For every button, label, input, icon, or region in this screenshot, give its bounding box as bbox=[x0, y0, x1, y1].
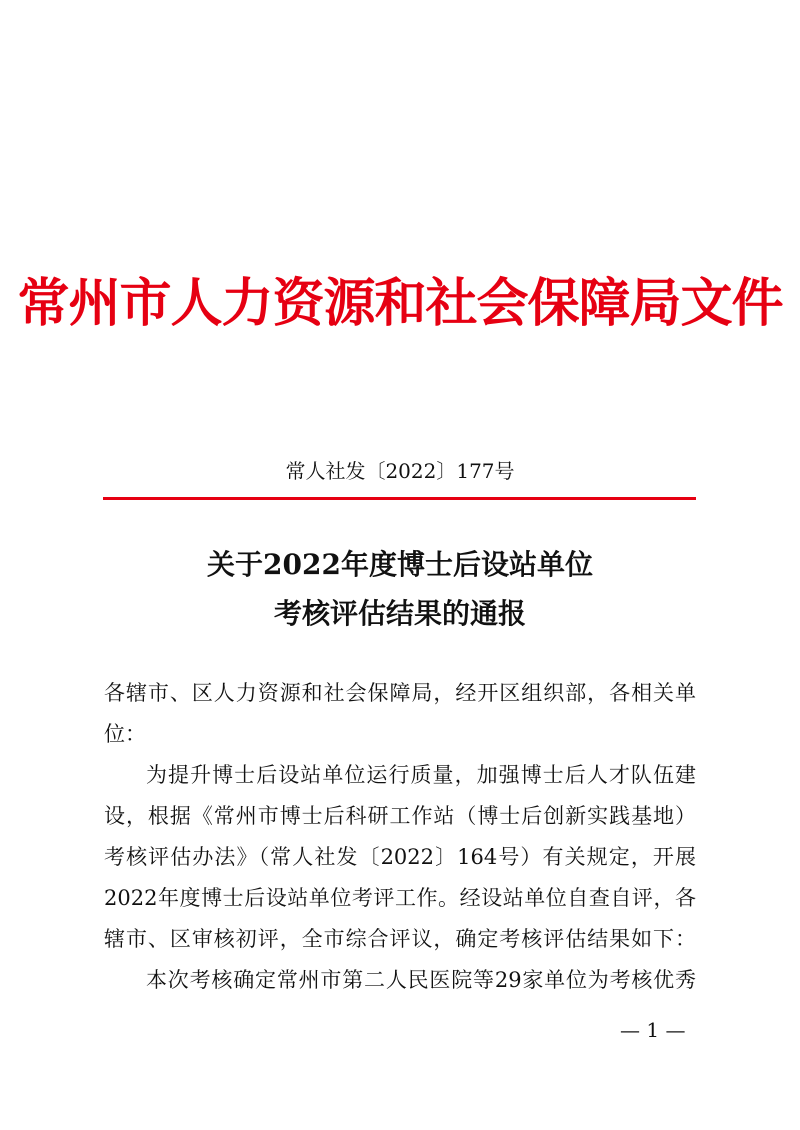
document-title-line-1: 关于2022年度博士后设站单位 bbox=[207, 548, 593, 581]
paragraph-1-line-4: 2022年度博士后设站单位考评工作。经设站单位自查自评，各 bbox=[104, 886, 696, 910]
paragraph-1-line-2: 设，根据《常州市博士后科研工作站（博士后创新实践基地） bbox=[104, 804, 696, 828]
document-title-line-2: 考核评估结果的通报 bbox=[273, 597, 526, 630]
salutation-line-1: 各辖市、区人力资源和社会保障局，经开区组织部，各相关单 bbox=[104, 681, 696, 705]
salutation-line-2: 位： bbox=[104, 722, 146, 746]
paragraph-2-line-1: 本次考核确定常州市第二人民医院等29家单位为考核优秀 bbox=[146, 968, 696, 992]
document-number: 常人社发〔2022〕177号 bbox=[285, 459, 515, 483]
paragraph-1-line-5: 辖市、区审核初评，全市综合评议，确定考核评估结果如下： bbox=[104, 927, 696, 951]
red-divider-line bbox=[103, 497, 696, 500]
paragraph-1-line-3: 考核评估办法》（常人社发〔2022〕164号）有关规定，开展 bbox=[104, 845, 696, 869]
paragraph-1-line-1: 为提升博士后设站单位运行质量，加强博士后人才队伍建 bbox=[146, 763, 696, 787]
issuing-authority-header: 常州市人力资源和社会保障局文件 bbox=[17, 273, 783, 334]
page-number: — 1 — bbox=[620, 1018, 686, 1042]
